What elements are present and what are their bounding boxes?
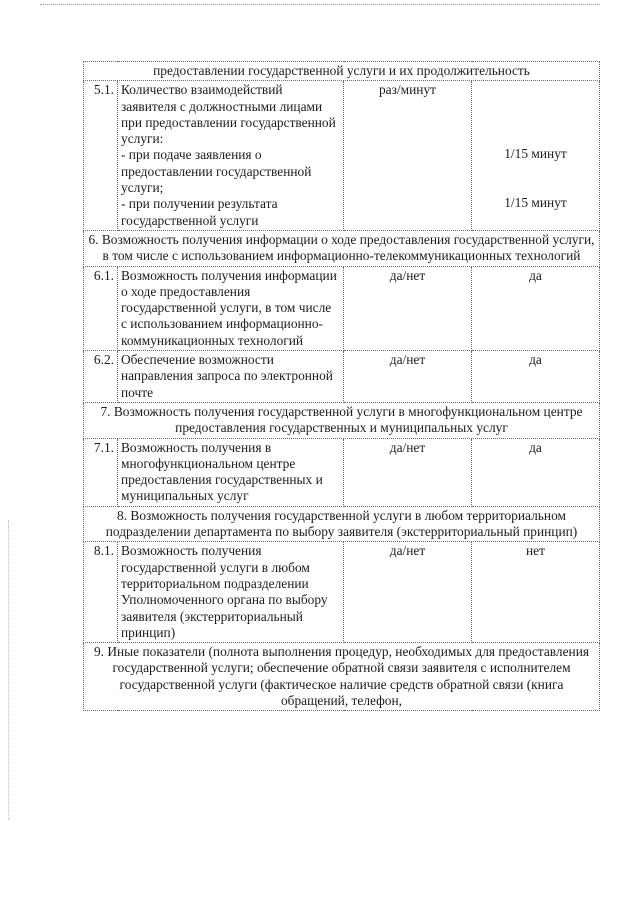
table-row	[84, 230, 600, 266]
row-number: 6.2.	[84, 351, 118, 403]
value-text: 1/15 минут	[504, 146, 567, 162]
indicator-text: Количество взаимодействий заявителя с должностными лицами при предоставлении государственной услуги:	[121, 82, 336, 147]
row-number: 7.1.	[84, 438, 118, 506]
unit-cell: да/нет	[344, 542, 472, 643]
table-row	[84, 266, 600, 350]
section-heading: 7. Возможность получения государственной услуги в многофункциональном центре предоставления государственных и муниципальных услуг	[84, 402, 600, 438]
section-heading: 6. Возможность получения информации о ходе предоставления государственной услуги, в том числе с использованием информационно-телекоммуникационных технологий	[84, 230, 600, 266]
table-row	[84, 542, 600, 643]
table-row	[84, 402, 600, 438]
value-cell: нет	[472, 542, 600, 643]
value-cell	[472, 81, 600, 231]
table-row	[84, 62, 600, 81]
indicator-subitem: - при получении результата государственной услуги	[121, 196, 278, 228]
value-cell: да	[472, 438, 600, 506]
indicator-text: Возможность получения государственной услуги в любом территориальном подразделении Уполномоченного органа по выбору заявителя (экстерриториальный принцип)	[118, 542, 344, 643]
unit-cell: да/нет	[344, 438, 472, 506]
row-number: 5.1.	[84, 81, 118, 231]
indicator-subitem: - при подаче заявления о предоставлении государственной услуги;	[121, 147, 312, 196]
value-cell: да	[472, 266, 600, 350]
indicator-cell	[118, 81, 344, 231]
indicator-text: Возможность получения в многофункциональном центре предоставления государственных и муниципальных услуг	[118, 438, 344, 506]
row-number: 6.1.	[84, 266, 118, 350]
indicators-table	[83, 61, 600, 711]
table-row	[84, 81, 600, 231]
indicator-text: Возможность получения информации о ходе предоставления государственной услуги, в том числе с использованием информационно-коммуникационных технологий	[118, 266, 344, 350]
value-cell: да	[472, 351, 600, 403]
section-heading: 8. Возможность получения государственной услуги в любом территориальном подразделении департамента по выбору заявителя (экстерриториальный принцип)	[84, 506, 600, 542]
unit-cell: раз/минут	[344, 81, 472, 231]
value-text: 1/15 минут	[504, 194, 567, 210]
scan-edge-top	[40, 4, 600, 5]
table-row	[84, 506, 600, 542]
table-header-row: предоставлении государственной услуги и их продолжительность	[84, 62, 600, 81]
table-row	[84, 351, 600, 403]
table-row	[84, 438, 600, 506]
row-number: 8.1.	[84, 542, 118, 643]
scan-edge-left	[8, 520, 9, 820]
unit-cell: да/нет	[344, 266, 472, 350]
section-heading: 9. Иные показатели (полнота выполнения процедур, необходимых для предоставления государственной услуги; обеспечение обратной связи заявителя с исполнителем государственной услуги (фактическое наличие средств обратной связи (книга обращений, телефон,	[84, 643, 600, 711]
unit-cell: да/нет	[344, 351, 472, 403]
table-row	[84, 643, 600, 711]
indicator-text: Обеспечение возможности направления запроса по электронной почте	[118, 351, 344, 403]
